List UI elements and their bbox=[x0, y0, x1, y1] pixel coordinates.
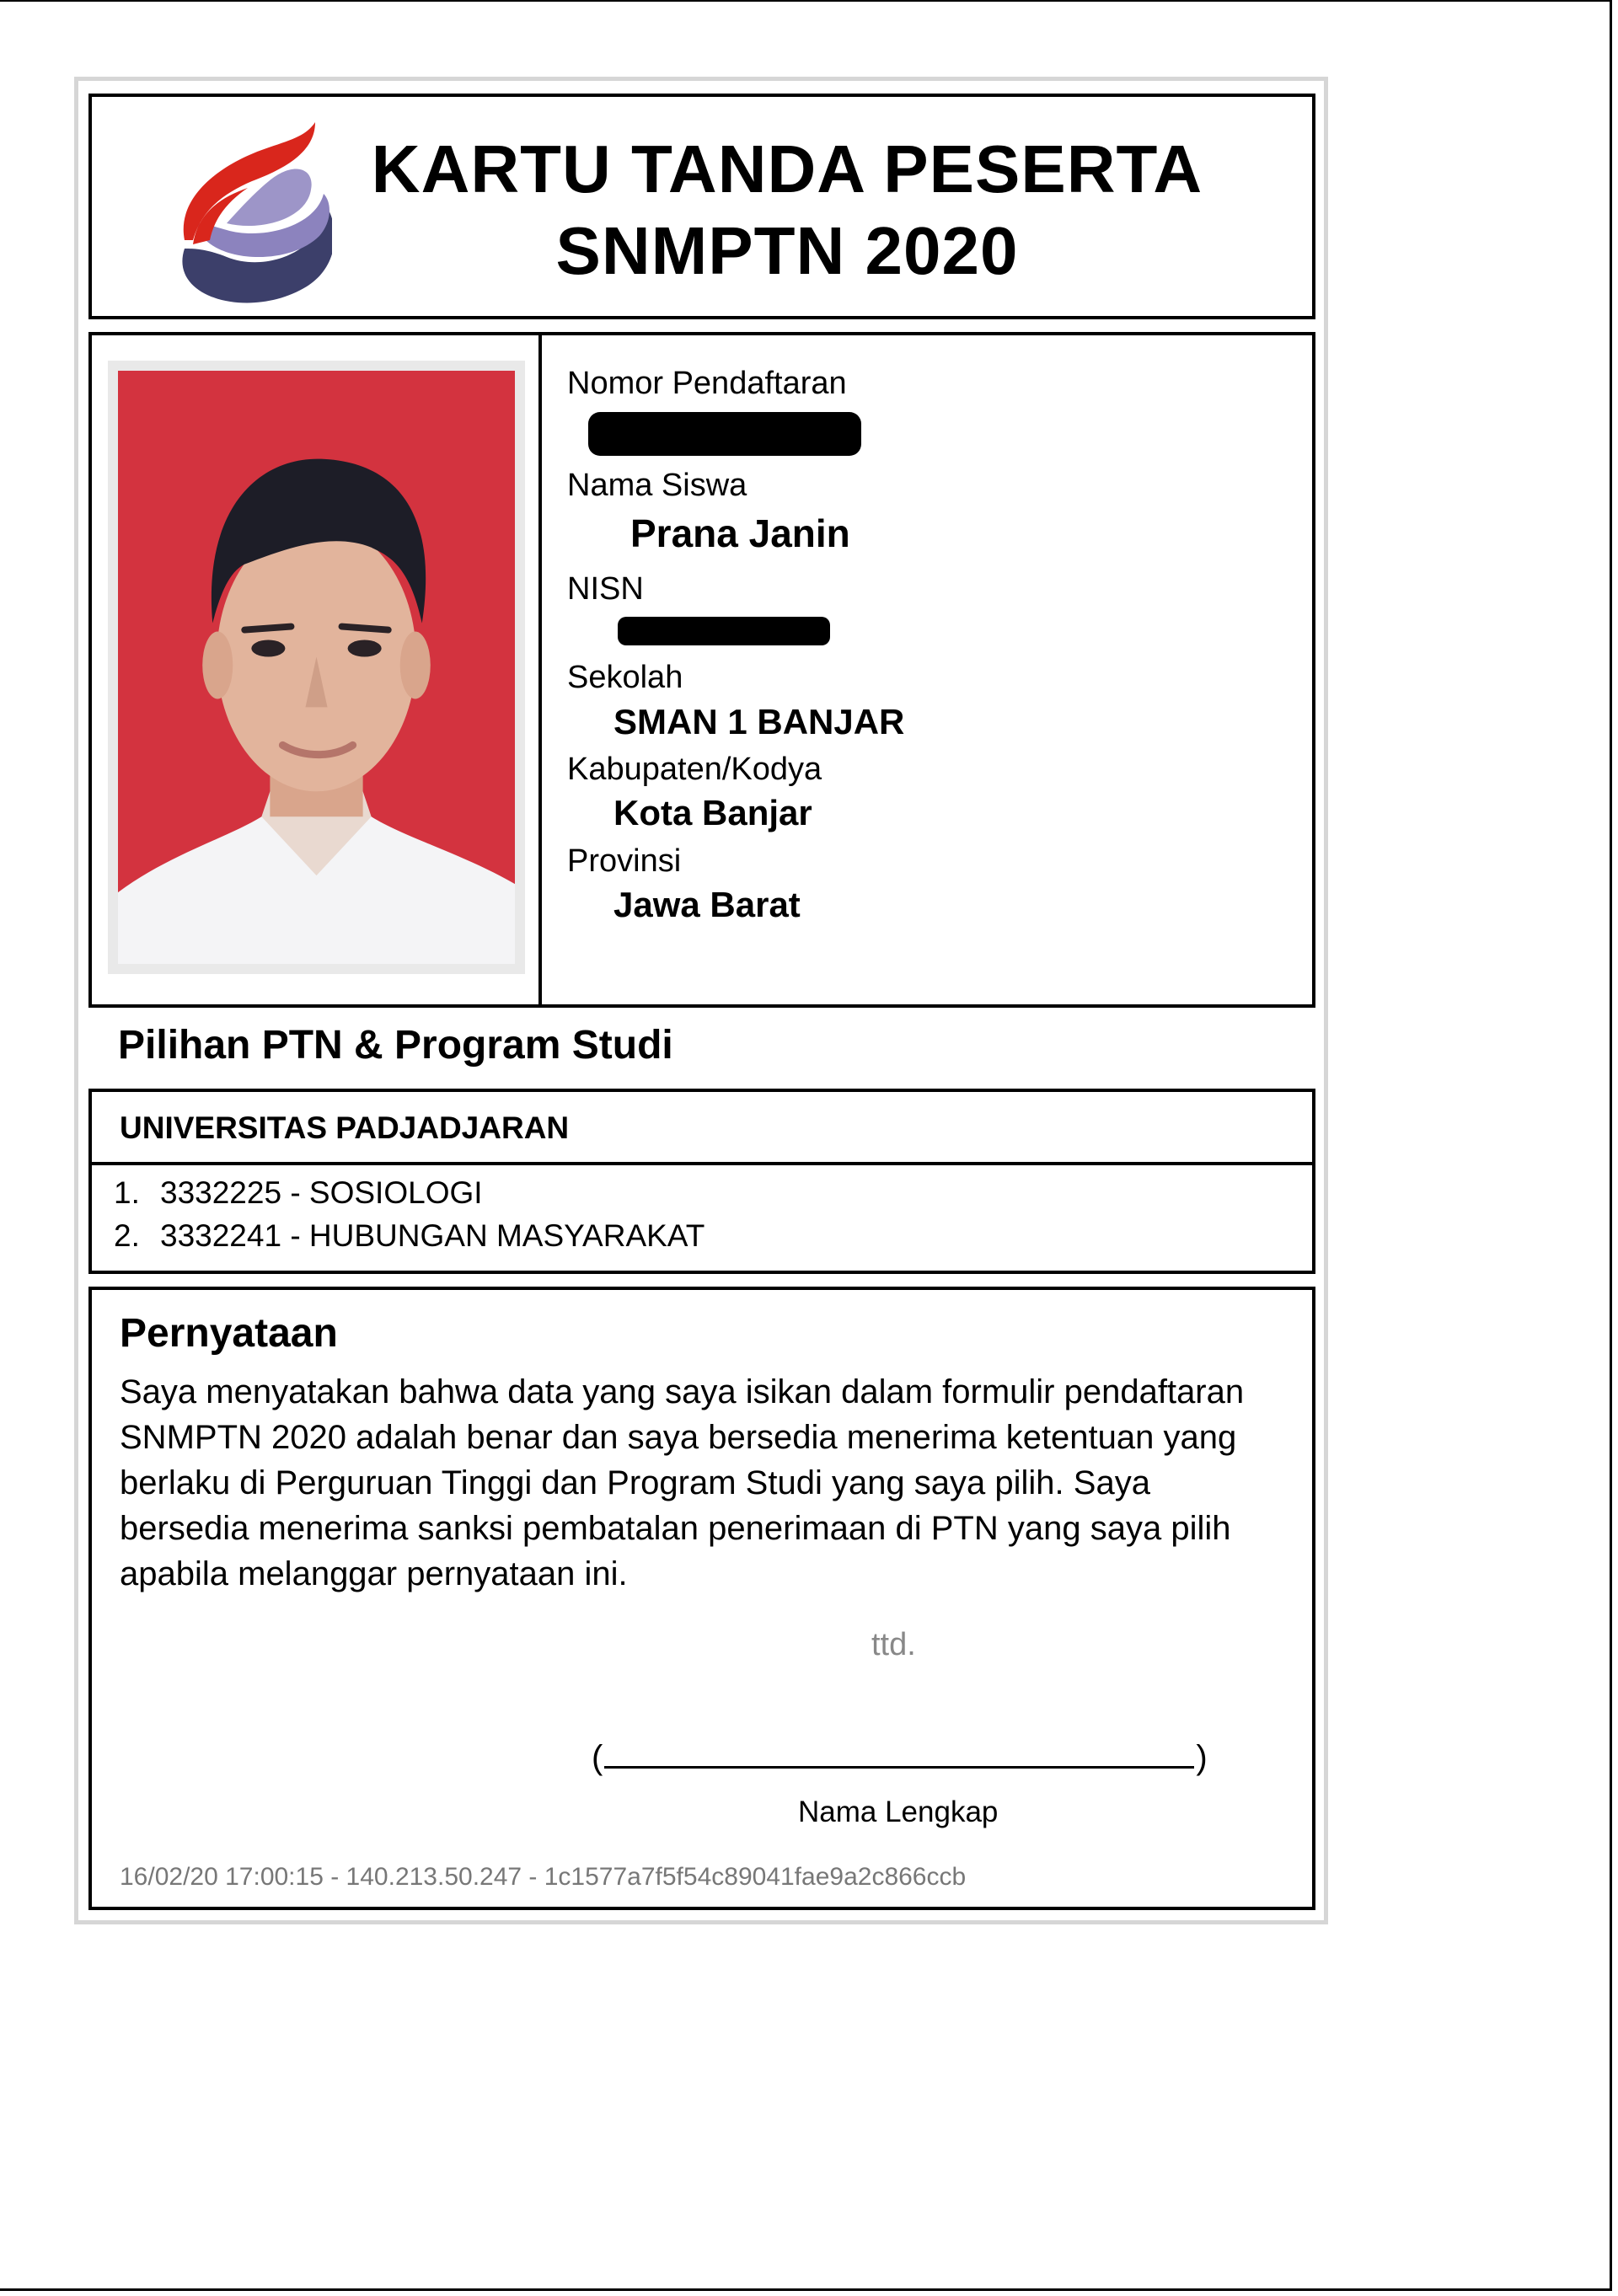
nama-siswa-value: Prana Janin bbox=[630, 511, 850, 555]
card-title-line1: KARTU TANDA PESERTA bbox=[371, 131, 1203, 206]
program-number: 2. bbox=[114, 1218, 140, 1253]
card-title-line2: SNMPTN 2020 bbox=[555, 213, 1019, 288]
sekolah-value: SMAN 1 BANJAR bbox=[613, 702, 905, 741]
ttd-mark: ttd. bbox=[871, 1627, 916, 1662]
program-text: 3332225 - SOSIOLOGI bbox=[160, 1175, 483, 1210]
photo-divider bbox=[538, 335, 542, 1004]
nisn-label: NISN bbox=[567, 571, 644, 607]
signature-name-label: Nama Lengkap bbox=[798, 1796, 999, 1828]
ptn-section-title: Pilihan PTN & Program Studi bbox=[118, 1023, 673, 1068]
redacted-nisn bbox=[618, 617, 830, 645]
statement-line: bersedia menerima sanksi pembatalan penerimaan di PTN yang saya pilih bbox=[120, 1510, 1231, 1547]
nomor-pendaftaran-label: Nomor Pendaftaran bbox=[567, 366, 847, 401]
program-list bbox=[88, 1162, 1315, 1274]
nama-siswa-label: Nama Siswa bbox=[567, 468, 747, 503]
statement-line: SNMPTN 2020 adalah benar dan saya bersedia menerima ketentuan yang bbox=[120, 1419, 1237, 1456]
student-fields bbox=[567, 335, 1292, 1004]
program-number: 1. bbox=[114, 1175, 140, 1210]
program-text: 3332241 - HUBUNGAN MASYARAKAT bbox=[160, 1218, 705, 1253]
signature-underline bbox=[604, 1741, 1194, 1769]
program-item bbox=[114, 1175, 483, 1211]
redacted-nomor-pendaftaran bbox=[588, 412, 861, 456]
student-photo-frame bbox=[108, 361, 525, 974]
statement-panel bbox=[88, 1287, 1315, 1910]
ltmpt-logo bbox=[168, 122, 332, 303]
student-info-panel bbox=[88, 332, 1315, 1008]
signature-paren-open: ( bbox=[592, 1739, 603, 1776]
kabupaten-label: Kabupaten/Kodya bbox=[567, 752, 822, 787]
sekolah-label: Sekolah bbox=[567, 660, 683, 695]
signature-line bbox=[592, 1739, 1208, 1777]
provinsi-label: Provinsi bbox=[567, 843, 682, 879]
signature-paren-close: ) bbox=[1196, 1739, 1208, 1776]
university-row bbox=[88, 1089, 1315, 1165]
university-name: UNIVERSITAS PADJADJARAN bbox=[120, 1111, 570, 1145]
program-item bbox=[114, 1218, 705, 1254]
statement-line: apabila melanggar pernyataan ini. bbox=[120, 1555, 628, 1592]
statement-text bbox=[120, 1369, 1249, 1597]
statement-line: Saya menyatakan bahwa data yang saya isikan dalam formulir pendaftaran bbox=[120, 1373, 1245, 1410]
kabupaten-value: Kota Banjar bbox=[613, 793, 812, 832]
student-photo bbox=[118, 371, 515, 964]
statement-line: berlaku di Perguruan Tinggi dan Program Studi yang saya pilih. Saya bbox=[120, 1464, 1150, 1501]
provinsi-value: Jawa Barat bbox=[613, 885, 801, 924]
statement-title: Pernyataan bbox=[120, 1311, 338, 1356]
card-header bbox=[88, 94, 1315, 319]
print-metadata: 16/02/20 17:00:15 - 140.213.50.247 - 1c1577a7f5f54c89041fae9a2c866ccb bbox=[120, 1863, 967, 1891]
